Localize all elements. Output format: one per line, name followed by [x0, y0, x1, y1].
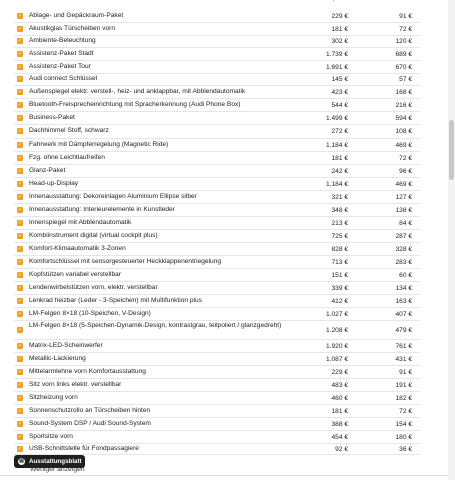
- neupreis-value: 483 €: [331, 382, 348, 389]
- column-header-restwert: [356, 0, 412, 1]
- checkbox[interactable]: [17, 128, 23, 134]
- equipment-row[interactable]: [0, 308, 420, 321]
- equipment-label: Kopfstützen variabel verstellbar: [29, 271, 121, 278]
- check-icon: ✓: [17, 102, 23, 108]
- neupreis-value: 423 €: [331, 89, 348, 96]
- equipment-label: Ablage- und Gepäckraum-Paket: [29, 12, 124, 19]
- restwert-value: 182 €: [395, 395, 412, 402]
- check-icon: ✓: [17, 382, 23, 388]
- check-icon: ✓: [17, 285, 23, 291]
- neupreis-value: 272 €: [331, 128, 348, 135]
- equipment-label: Bluetooth-Freisprecheinrichtung mit Spracherkennung (Audi Phone Box): [29, 101, 241, 108]
- restwert-value: 180 €: [395, 434, 412, 441]
- restwert-value: 127 €: [395, 194, 412, 201]
- neupreis-value: 181 €: [331, 26, 348, 33]
- neupreis-value: 229 €: [331, 13, 348, 20]
- restwert-value: 120 €: [395, 38, 412, 45]
- neupreis-value: 302 €: [331, 38, 348, 45]
- equipment-row[interactable]: [0, 405, 420, 418]
- equipment-row[interactable]: [0, 204, 420, 217]
- equipment-row[interactable]: [0, 48, 420, 61]
- equipment-row[interactable]: [0, 282, 420, 295]
- check-icon: ✓: [17, 38, 23, 44]
- restwert-value: 594 €: [395, 115, 412, 122]
- checkbox[interactable]: [17, 272, 23, 278]
- equipment-row[interactable]: [0, 366, 420, 379]
- check-icon: ✓: [17, 259, 23, 265]
- equipment-row[interactable]: [0, 86, 420, 99]
- neupreis-value: 1.920 €: [326, 343, 348, 350]
- check-icon: ✓: [17, 298, 23, 304]
- equipment-label: Audi connect Schlüssel: [29, 75, 98, 82]
- column-header-neupreis: [290, 0, 348, 1]
- check-icon: ✓: [17, 89, 23, 95]
- checkbox[interactable]: [17, 395, 23, 401]
- restwert-value: 689 €: [395, 51, 412, 58]
- equipment-label: Assistenz-Paket Tour: [29, 63, 91, 70]
- equipment-row[interactable]: [0, 74, 420, 86]
- restwert-value: 138 €: [395, 207, 412, 214]
- neupreis-value: 242 €: [331, 168, 348, 175]
- check-icon: ✓: [17, 128, 23, 134]
- check-icon: ✓: [17, 446, 23, 452]
- equipment-label: Akustikglas Türscheiben vorn: [29, 25, 116, 32]
- equipment-row[interactable]: [0, 295, 420, 308]
- equipment-row[interactable]: [0, 321, 420, 340]
- equipment-label: Sound-System DSP / Audi Sound-System: [29, 420, 151, 427]
- checkbox[interactable]: [17, 311, 23, 317]
- equipment-row[interactable]: [0, 139, 420, 152]
- scrollbar[interactable]: [448, 0, 455, 480]
- check-icon: ✓: [17, 181, 23, 187]
- neupreis-value: 321 €: [331, 194, 348, 201]
- equipment-label: LM-Felgen 8×18 (10-Speichen, V-Design): [29, 310, 151, 317]
- checkbox[interactable]: [17, 76, 23, 82]
- equipment-label: Komfortschlüssel mit sensorgesteuerter Heckklappenentriegelung: [29, 258, 222, 265]
- checkbox[interactable]: [17, 115, 23, 121]
- equipment-row[interactable]: [0, 340, 420, 353]
- check-icon: ✓: [17, 76, 23, 82]
- check-icon: ✓: [17, 408, 23, 414]
- checkbox[interactable]: [17, 246, 23, 252]
- checkbox[interactable]: [17, 434, 23, 440]
- neupreis-value: 828 €: [331, 246, 348, 253]
- neupreis-value: 412 €: [331, 298, 348, 305]
- restwert-value: 287 €: [395, 233, 412, 240]
- checkbox[interactable]: [17, 356, 23, 362]
- neupreis-value: 1.499 €: [326, 115, 348, 122]
- checkbox[interactable]: [17, 168, 23, 174]
- neupreis-value: 1.027 €: [326, 311, 348, 318]
- restwert-value: 191 €: [395, 382, 412, 389]
- checkbox[interactable]: [17, 343, 23, 349]
- checkbox[interactable]: [17, 89, 23, 95]
- equipment-label: Lendenwirbelstützen vorn, elektr. verstellbar: [29, 284, 158, 291]
- neupreis-value: 1.184 €: [326, 142, 348, 149]
- checkbox[interactable]: [17, 382, 23, 388]
- checkbox[interactable]: [17, 102, 23, 108]
- check-icon: ✓: [17, 343, 23, 349]
- equipment-row[interactable]: [0, 269, 420, 282]
- equipment-label: Matrix-LED-Scheinwerfer: [29, 342, 103, 349]
- equipment-label: Mittelarmlehne vorn Komfortausstattung: [29, 368, 146, 375]
- equipment-label: Head-up-Display: [29, 180, 79, 187]
- check-icon: ✓: [17, 194, 23, 200]
- equipment-label: Sonnenschutzrollo an Türscheiben hinten: [29, 407, 151, 414]
- check-icon: ✓: [17, 246, 23, 252]
- neupreis-value: 229 €: [331, 369, 348, 376]
- restwert-value: 108 €: [395, 128, 412, 135]
- equipment-label: Innenausstattung: Interieurelemente in Kunstleder: [29, 206, 175, 213]
- check-icon: ✓: [17, 434, 23, 440]
- checkbox[interactable]: [17, 421, 23, 427]
- equipment-label: Fahrwerk mit Dämpferregelung (Magnetic Ride): [29, 141, 169, 148]
- equipment-label: Glanz-Paket: [29, 167, 66, 174]
- equipment-row[interactable]: [0, 418, 420, 431]
- restwert-value: 60 €: [399, 272, 412, 279]
- check-icon: ✓: [17, 220, 23, 226]
- equipment-row[interactable]: [0, 152, 420, 165]
- restwert-value: 154 €: [395, 421, 412, 428]
- equipment-row[interactable]: [0, 392, 420, 405]
- checkbox[interactable]: [17, 285, 23, 291]
- check-icon: ✓: [17, 26, 23, 32]
- checkbox[interactable]: [17, 327, 23, 333]
- restwert-value: 168 €: [395, 89, 412, 96]
- restwert-value: 72 €: [399, 26, 412, 33]
- check-icon: ✓: [17, 369, 23, 375]
- checkbox[interactable]: [17, 446, 23, 452]
- equipment-row[interactable]: [0, 243, 420, 256]
- button-label: Ausstattungsblatt: [29, 458, 82, 465]
- equipment-row[interactable]: [0, 256, 420, 269]
- check-icon: ✓: [17, 272, 23, 278]
- equipment-label: Business-Paket: [29, 114, 75, 121]
- equipment-label: Ambiente-Beleuchtung: [29, 37, 96, 44]
- restwert-value: 91 €: [399, 369, 412, 376]
- equipment-label: Lenkrad heizbar (Leder - 3-Speichen) mit Multifunktion plus: [29, 297, 202, 304]
- neupreis-value: 181 €: [331, 408, 348, 415]
- checkbox[interactable]: [17, 220, 23, 226]
- neupreis-value: 92 €: [335, 446, 348, 453]
- check-icon: ✓: [17, 311, 23, 317]
- restwert-value: 328 €: [395, 246, 412, 253]
- check-icon: ✓: [17, 64, 23, 70]
- restwert-value: 72 €: [399, 408, 412, 415]
- checkbox[interactable]: [17, 51, 23, 57]
- equipment-label: Sportsitze vorn: [29, 433, 73, 440]
- restwert-value: 216 €: [395, 102, 412, 109]
- checkbox[interactable]: [17, 207, 23, 213]
- neupreis-value: 725 €: [331, 233, 348, 240]
- divider: [0, 475, 455, 476]
- checkbox[interactable]: [17, 64, 23, 70]
- check-icon: ✓: [17, 155, 23, 161]
- neupreis-value: 1.739 €: [326, 51, 348, 58]
- checkbox[interactable]: [17, 194, 23, 200]
- check-icon: ✓: [17, 207, 23, 213]
- neupreis-value: 348 €: [331, 207, 348, 214]
- equipment-label: Innenausstattung: Dekoreinlagen Aluminium Ellipse silber: [29, 193, 197, 200]
- equipment-row[interactable]: [0, 10, 420, 23]
- equipment-row[interactable]: [0, 165, 420, 178]
- restwert-value: 479 €: [395, 327, 412, 334]
- restwert-value: 72 €: [399, 155, 412, 162]
- equipment-row[interactable]: [0, 353, 420, 366]
- restwert-value: 96 €: [399, 168, 412, 175]
- equipment-row[interactable]: [0, 178, 420, 191]
- checkbox[interactable]: [17, 181, 23, 187]
- equipment-label: Innenspiegel mit Abblendautomatik: [29, 219, 132, 226]
- restwert-value: 36 €: [399, 446, 412, 453]
- neupreis-value: 544 €: [331, 102, 348, 109]
- equipment-label: Fzg. ohne Leichtlaufreifen: [29, 154, 105, 161]
- checkbox[interactable]: [17, 13, 23, 19]
- equipment-row[interactable]: [0, 191, 420, 204]
- checkbox[interactable]: [17, 155, 23, 161]
- restwert-value: 134 €: [395, 285, 412, 292]
- restwert-value: 670 €: [395, 64, 412, 71]
- neupreis-value: 213 €: [331, 220, 348, 227]
- check-icon: ✓: [17, 395, 23, 401]
- neupreis-value: 713 €: [331, 259, 348, 266]
- restwert-value: 469 €: [395, 181, 412, 188]
- equipment-label: Dachhimmel Stoff, schwarz: [29, 127, 109, 134]
- check-icon: ✓: [17, 115, 23, 121]
- equipment-row[interactable]: [0, 23, 420, 36]
- equipment-row[interactable]: [0, 379, 420, 392]
- checkbox[interactable]: [17, 142, 23, 148]
- neupreis-value: 460 €: [331, 395, 348, 402]
- equipment-label: LM-Felgen 8×18 (5-Speichen-Dynamik-Design, kontrastgrau, teilpoliert / glanzgedreht): [29, 322, 282, 329]
- equipment-row[interactable]: [0, 431, 420, 444]
- scrollbar-thumb[interactable]: [449, 120, 454, 180]
- neupreis-value: 1.208 €: [326, 327, 348, 334]
- equipment-row[interactable]: [0, 217, 420, 230]
- restwert-value: 84 €: [399, 220, 412, 227]
- check-icon: ✓: [17, 13, 23, 19]
- restwert-value: 163 €: [395, 298, 412, 305]
- restwert-value: 469 €: [395, 142, 412, 149]
- equipment-row[interactable]: [0, 230, 420, 243]
- neupreis-value: 1.184 €: [326, 181, 348, 188]
- check-icon: ✓: [17, 327, 23, 333]
- check-icon: ✓: [17, 233, 23, 239]
- neupreis-value: 181 €: [331, 155, 348, 162]
- checkbox[interactable]: [17, 298, 23, 304]
- table-header: [0, 0, 455, 4]
- checkbox[interactable]: [17, 26, 23, 32]
- neupreis-value: 339 €: [331, 285, 348, 292]
- checkbox[interactable]: [17, 38, 23, 44]
- restwert-value: 283 €: [395, 259, 412, 266]
- equipment-label: Metallic-Lackierung: [29, 355, 86, 362]
- equipment-row[interactable]: [0, 61, 420, 74]
- equipment-label: Sitz vorn links elektr. verstellbar: [29, 381, 122, 388]
- equipment-label: Sitzheizung vorn: [29, 394, 78, 401]
- neupreis-value: 388 €: [331, 421, 348, 428]
- checkbox[interactable]: [17, 408, 23, 414]
- check-icon: ✓: [17, 421, 23, 427]
- restwert-value: 57 €: [399, 76, 412, 83]
- equipment-label: Komfort-Klimaautomatik 3-Zonen: [29, 245, 126, 252]
- equipment-label: Assistenz-Paket Stadt: [29, 50, 94, 57]
- equipment-label: Außenspiegel elektr. verstell-, heiz- und anklappbar, mit Abblendautomatik: [29, 88, 246, 95]
- checkbox[interactable]: [17, 259, 23, 265]
- equipment-label: USB-Schnittstelle für Fondpassagiere: [29, 445, 139, 452]
- restwert-value: 91 €: [399, 13, 412, 20]
- show-less-link[interactable]: Weniger anzeigen: [30, 466, 85, 473]
- equipment-label: Kombiinstrument digital (virtual cockpit plus): [29, 232, 158, 239]
- neupreis-value: 145 €: [331, 76, 348, 83]
- checkbox[interactable]: [17, 369, 23, 375]
- restwert-value: 761 €: [395, 343, 412, 350]
- neupreis-value: 1.087 €: [326, 356, 348, 363]
- equipment-row[interactable]: [0, 125, 420, 139]
- equipment-row[interactable]: [0, 99, 420, 112]
- equipment-row[interactable]: [0, 36, 420, 48]
- neupreis-value: 1.691 €: [326, 64, 348, 71]
- equipment-row[interactable]: [0, 444, 420, 455]
- neupreis-value: 454 €: [331, 434, 348, 441]
- check-icon: ✓: [17, 142, 23, 148]
- neupreis-value: 151 €: [331, 272, 348, 279]
- check-icon: ✓: [17, 51, 23, 57]
- restwert-value: 407 €: [395, 311, 412, 318]
- check-icon: ✓: [17, 168, 23, 174]
- check-icon: ✓: [17, 356, 23, 362]
- restwert-value: 431 €: [395, 356, 412, 363]
- document-icon: ▤: [19, 458, 24, 464]
- equipment-row[interactable]: [0, 112, 420, 125]
- checkbox[interactable]: [17, 233, 23, 239]
